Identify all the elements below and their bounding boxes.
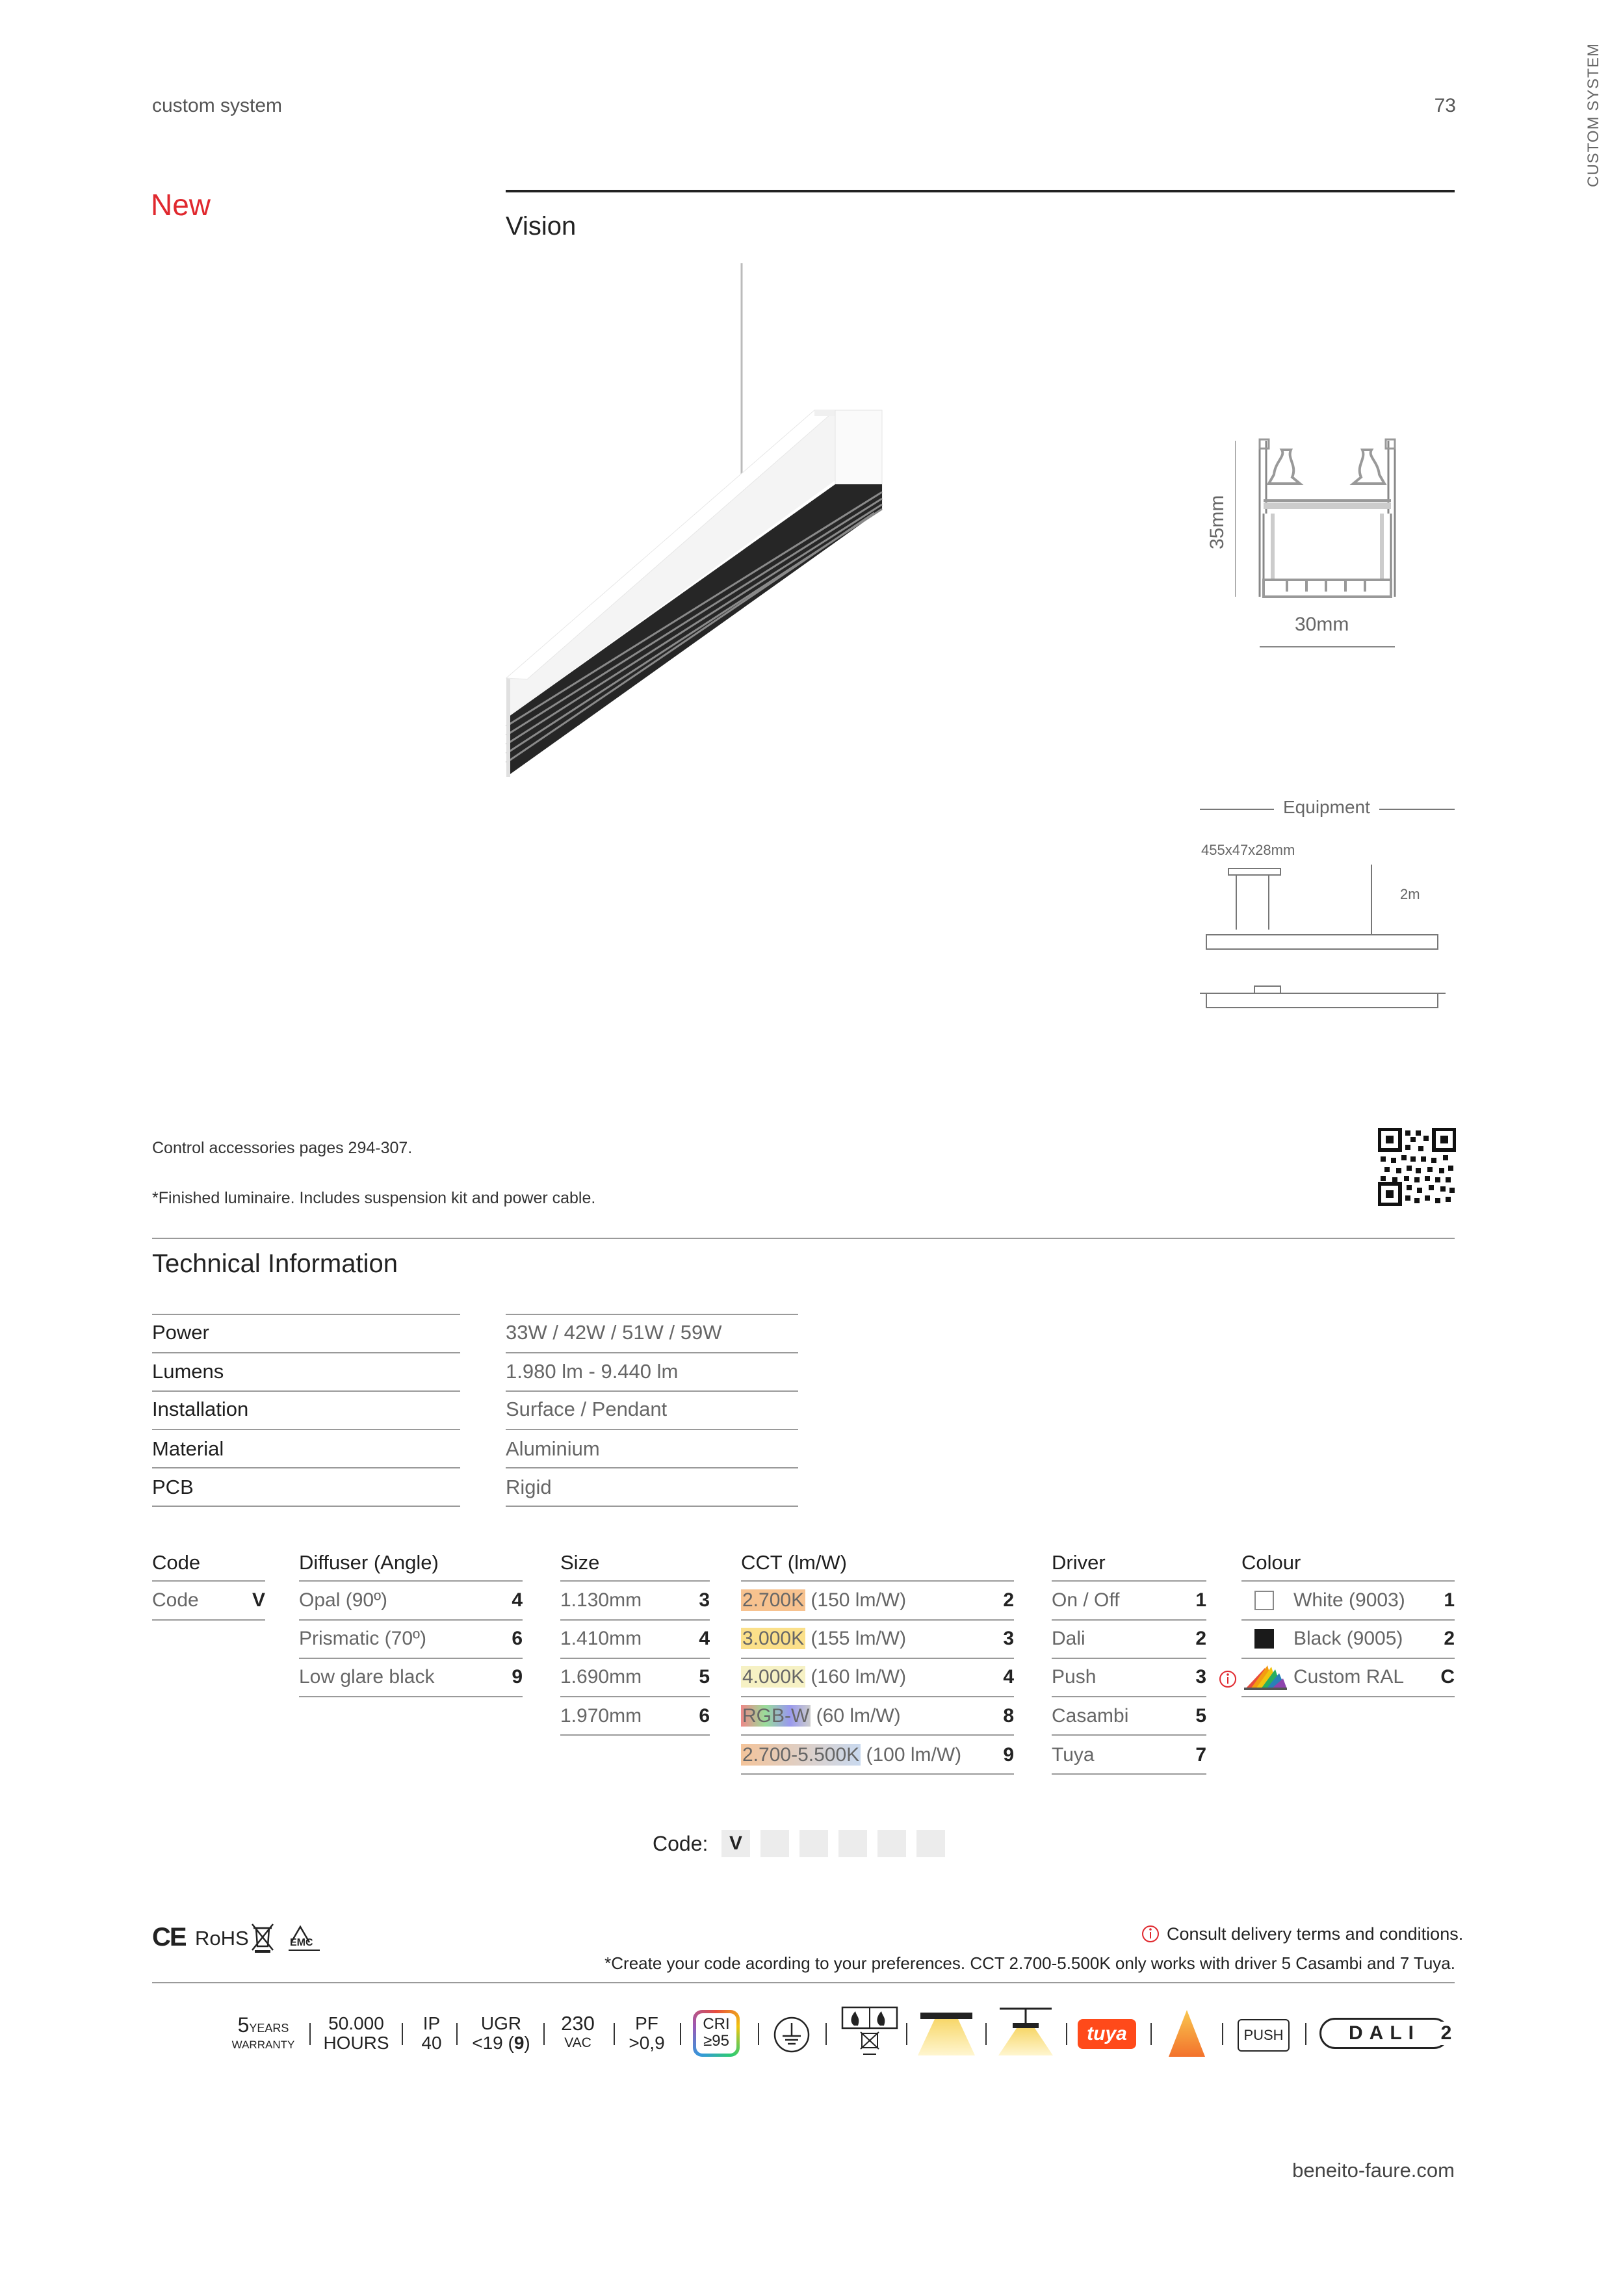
tech-value: 1.980 lm - 9.440 lm	[506, 1360, 679, 1383]
size-code: 3	[699, 1589, 710, 1611]
tech-label: Lumens	[152, 1360, 224, 1383]
profile-width-label: 30mm	[1295, 614, 1349, 635]
driver-option[interactable]: Tuya	[1052, 1744, 1095, 1766]
driver-code: 2	[1195, 1628, 1206, 1649]
diffuser-option[interactable]: Prismatic (70º)	[299, 1628, 426, 1649]
new-badge: New	[151, 188, 211, 222]
size-option[interactable]: 1.970mm	[560, 1705, 642, 1727]
code-box-cct[interactable]	[838, 1830, 867, 1857]
section-title: custom system	[152, 95, 283, 116]
driver-col-header: Driver	[1052, 1551, 1106, 1574]
tech-value: Rigid	[506, 1476, 552, 1498]
cct-option[interactable]	[741, 1628, 906, 1650]
code-box-diffuser[interactable]	[760, 1830, 789, 1857]
black-swatch	[1254, 1629, 1274, 1649]
cri-value: ≥95	[703, 2032, 729, 2050]
side-tab: CUSTOM SYSTEM	[1585, 43, 1602, 187]
ral-fan-icon	[1241, 1663, 1288, 1691]
separator	[614, 2023, 615, 2045]
cct-code: 4	[1003, 1666, 1014, 1688]
col-rule	[152, 1580, 265, 1582]
technical-title: Technical Information	[152, 1249, 398, 1278]
power-factor: PF >0,9	[629, 2013, 665, 2053]
tech-value: Aluminium	[506, 1437, 600, 1460]
driver-code: 5	[1195, 1705, 1206, 1727]
tech-label: Power	[152, 1321, 209, 1344]
info-icon[interactable]	[1218, 1669, 1238, 1689]
col-rule	[560, 1696, 710, 1697]
cct-option[interactable]	[741, 1666, 906, 1688]
separator	[985, 2023, 987, 2045]
tech-row-rule	[506, 1467, 798, 1468]
driver-code: 1	[1195, 1589, 1206, 1611]
separator	[543, 2023, 545, 2045]
cct-highlight: 2.700-5.500K	[742, 1744, 860, 1766]
col-rule	[560, 1619, 710, 1621]
weee-bin-icon	[251, 1922, 274, 1954]
create-code-note: *Create your code acording to your preferences. CCT 2.700-5.500K only works with driver 5 Casambi and 7 Tuya.	[604, 1953, 1455, 1973]
separator	[758, 2023, 759, 2045]
diffuser-code: 9	[512, 1666, 523, 1688]
colour-code: 2	[1444, 1628, 1455, 1649]
white-swatch	[1254, 1591, 1274, 1610]
size-option[interactable]: 1.130mm	[560, 1589, 642, 1611]
colour-option[interactable]: Custom RAL	[1293, 1666, 1405, 1688]
size-option[interactable]: 1.690mm	[560, 1666, 642, 1688]
equipment-box-size: 455x47x28mm	[1201, 842, 1295, 858]
separator	[1305, 2023, 1306, 2045]
equipment-title: Equipment	[1283, 797, 1370, 817]
separator	[309, 2023, 311, 2045]
profile-height-label: 35mm	[1206, 495, 1228, 549]
separator	[1222, 2023, 1223, 2045]
code-option: Code	[152, 1589, 199, 1611]
ce-mark: CE	[152, 1923, 186, 1951]
tech-label: Installation	[152, 1398, 249, 1420]
dali-logo: DALI 2	[1319, 2015, 1456, 2052]
tech-row-rule	[152, 1429, 460, 1430]
driver-option[interactable]: Dali	[1052, 1628, 1085, 1649]
driver-option[interactable]: On / Off	[1052, 1589, 1120, 1611]
cct-option[interactable]	[741, 1705, 901, 1727]
size-code: 5	[699, 1666, 710, 1688]
col-rule	[299, 1619, 523, 1621]
col-rule	[299, 1696, 523, 1697]
code-box-size[interactable]	[799, 1830, 828, 1857]
size-code: 6	[699, 1705, 710, 1727]
driver-option[interactable]: Casambi	[1052, 1705, 1129, 1727]
colour-code: 1	[1444, 1589, 1455, 1611]
equipment-cable-length: 2m	[1400, 886, 1420, 902]
equipment-drawing	[1196, 865, 1456, 1021]
diffuser-code: 6	[512, 1628, 523, 1649]
equipment-rule-left	[1200, 809, 1274, 810]
ip-rating: IP 40	[421, 2013, 442, 2053]
driver-option[interactable]: Push	[1052, 1666, 1097, 1688]
cct-efficacy: (150 lm/W)	[805, 1589, 907, 1611]
size-option[interactable]: 1.410mm	[560, 1628, 642, 1649]
cct-col-header: CCT (lm/W)	[741, 1551, 847, 1574]
colour-code: C	[1440, 1666, 1455, 1688]
cct-highlight: 3.000K	[742, 1628, 805, 1649]
fire-safety-icon	[840, 2005, 900, 2061]
tech-label: Material	[152, 1437, 224, 1460]
cct-code: 2	[1003, 1589, 1014, 1611]
col-rule	[560, 1658, 710, 1659]
cri-label: CRI	[703, 2015, 730, 2033]
tech-row-rule	[152, 1390, 460, 1392]
tech-row-rule	[506, 1429, 798, 1430]
notes-rule	[152, 1238, 1455, 1239]
push-badge: PUSH	[1238, 2019, 1290, 2052]
voltage-rating: 230 VAC	[561, 2012, 595, 2050]
control-note: Control accessories pages 294-307.	[152, 1139, 413, 1157]
col-rule	[1241, 1696, 1455, 1697]
driver-code: 7	[1195, 1744, 1206, 1766]
code-builder-label: Code:	[653, 1832, 708, 1855]
luminaire-image	[504, 263, 894, 783]
cri-icon	[693, 2010, 740, 2057]
cct-highlight: 2.700K	[742, 1589, 805, 1611]
diffuser-col-header: Diffuser (Angle)	[299, 1551, 439, 1574]
separator	[1150, 2023, 1152, 2045]
col-rule	[1052, 1658, 1206, 1659]
earth-class-icon	[772, 2015, 811, 2054]
col-rule	[741, 1619, 1014, 1621]
tuya-logo: tuya	[1078, 2019, 1136, 2049]
cct-highlight: 4.000K	[742, 1666, 805, 1688]
warranty-badge: 5YEARS WARRANTY	[231, 2013, 295, 2051]
code-box-series[interactable]: V	[721, 1830, 750, 1857]
page-number: 73	[1434, 95, 1456, 116]
col-rule	[741, 1696, 1014, 1697]
colour-col-header: Colour	[1241, 1551, 1301, 1574]
col-rule	[1052, 1734, 1206, 1736]
equipment-rule-right	[1379, 809, 1455, 810]
size-code: 4	[699, 1628, 710, 1649]
website-link[interactable]: beneito-faure.com	[1292, 2159, 1455, 2182]
tech-rule-top-right	[506, 1314, 798, 1315]
col-rule	[1241, 1619, 1455, 1621]
tech-row-rule	[152, 1352, 460, 1353]
code-box-colour[interactable]	[916, 1830, 945, 1857]
separator	[402, 2023, 403, 2045]
colour-option[interactable]: Black (9005)	[1293, 1628, 1403, 1649]
emc-mark: EMC	[286, 1920, 322, 1953]
ugr-rating: UGR <19 (9)	[472, 2013, 530, 2053]
col-rule	[1241, 1658, 1455, 1659]
col-rule	[1052, 1696, 1206, 1697]
separator	[1066, 2023, 1067, 2045]
col-rule	[741, 1734, 1014, 1736]
col-rule	[741, 1773, 1014, 1775]
col-rule	[560, 1734, 710, 1736]
code-col-header: Code	[152, 1551, 201, 1574]
separator	[680, 2023, 681, 2045]
tech-value: 33W / 42W / 51W / 59W	[506, 1321, 722, 1344]
finished-note: *Finished luminaire. Includes suspension kit and power cable.	[152, 1189, 596, 1207]
tech-row-rule	[506, 1506, 798, 1507]
separator	[825, 2023, 827, 2045]
cct-code: 3	[1003, 1628, 1014, 1649]
rohs-mark: RoHS	[195, 1927, 249, 1950]
col-rule	[152, 1619, 265, 1621]
tech-label: PCB	[152, 1476, 194, 1498]
diffuser-option[interactable]: Low glare black	[299, 1666, 435, 1688]
tech-rule-top-left	[152, 1314, 460, 1315]
cct-efficacy: (160 lm/W)	[805, 1666, 907, 1688]
tech-value: Surface / Pendant	[506, 1398, 668, 1420]
product-name: Vision	[506, 212, 577, 241]
tech-row-rule	[152, 1506, 460, 1507]
cct-efficacy: (60 lm/W)	[811, 1705, 901, 1727]
lifetime-badge: 50.000 HOURS	[323, 2013, 389, 2053]
pendant-direct-light-icon	[915, 2010, 978, 2057]
separator	[906, 2023, 907, 2045]
col-rule	[1052, 1619, 1206, 1621]
tech-row-rule	[506, 1352, 798, 1353]
cct-efficacy: (100 lm/W)	[861, 1744, 962, 1766]
code-box-driver[interactable]	[877, 1830, 906, 1857]
col-rule	[560, 1580, 710, 1582]
cct-option[interactable]	[741, 1744, 961, 1766]
cct-code: 8	[1003, 1705, 1014, 1727]
qr-code[interactable]	[1378, 1128, 1456, 1206]
tech-row-rule	[506, 1390, 798, 1392]
delivery-info-icon[interactable]	[1141, 1924, 1160, 1944]
delivery-note: Consult delivery terms and conditions.	[1167, 1924, 1464, 1944]
cct-highlight: RGB-W	[742, 1705, 810, 1727]
driver-code: 3	[1195, 1666, 1206, 1688]
cct-efficacy: (155 lm/W)	[805, 1628, 907, 1649]
code-value: V	[252, 1589, 265, 1611]
suspended-light-icon	[994, 2006, 1057, 2057]
tech-row-rule	[152, 1467, 460, 1468]
diffuser-option[interactable]: Opal (90º)	[299, 1589, 388, 1611]
colour-option[interactable]: White (9003)	[1293, 1589, 1405, 1611]
col-rule	[299, 1580, 523, 1582]
casambi-icon	[1166, 2007, 1208, 2059]
col-rule	[1052, 1773, 1206, 1775]
col-rule	[741, 1580, 1014, 1582]
cct-code: 9	[1003, 1744, 1014, 1766]
title-rule	[506, 190, 1455, 192]
diffuser-code: 4	[512, 1589, 523, 1611]
separator	[456, 2023, 458, 2045]
col-rule	[1241, 1580, 1455, 1582]
col-rule	[1052, 1580, 1206, 1582]
col-rule	[299, 1658, 523, 1659]
cct-option[interactable]	[741, 1589, 906, 1611]
footer-rule	[152, 1982, 1455, 1983]
size-col-header: Size	[560, 1551, 600, 1574]
col-rule	[741, 1658, 1014, 1659]
